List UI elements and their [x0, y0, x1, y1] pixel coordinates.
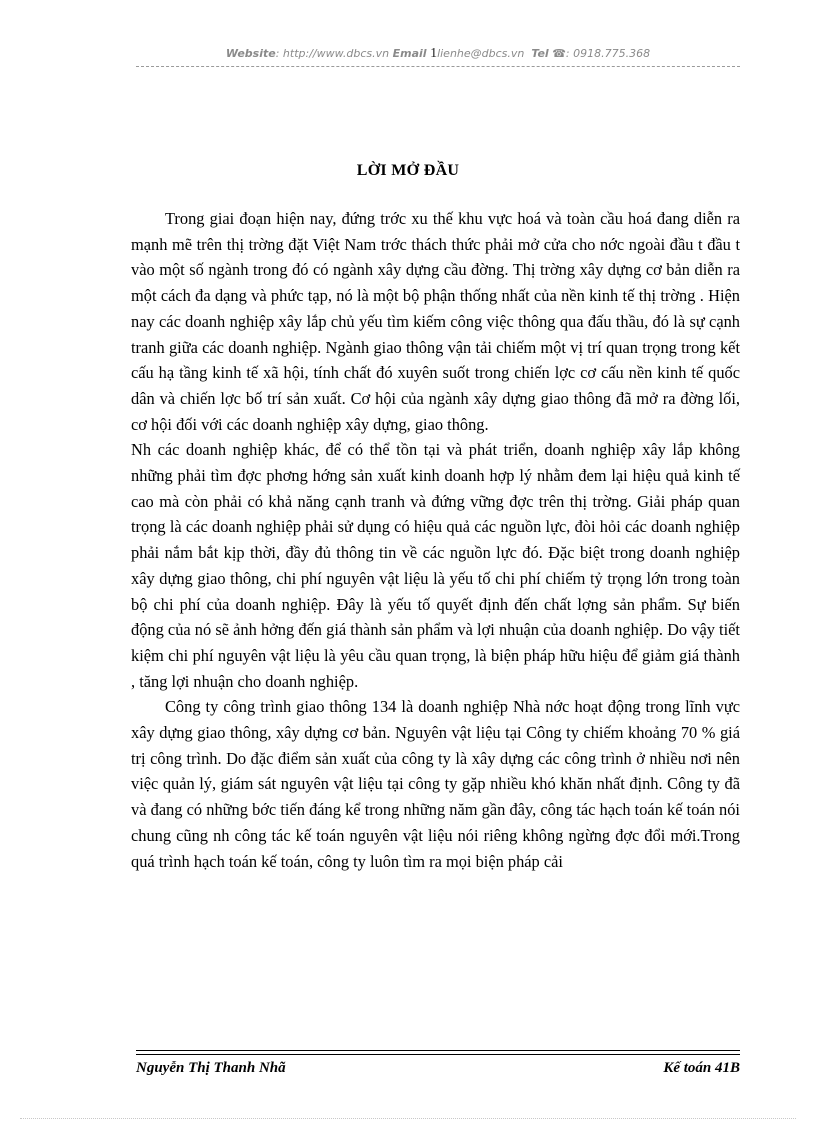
footer-divider-thin — [136, 1054, 740, 1055]
header-divider — [136, 66, 740, 67]
paragraph-1: Trong giai đoạn hiện nay, đứng trớc xu thế khu vực hoá và toàn cầu hoá đang diễn ra mạnh mẽ trên thị trờng đặt Việt Nam trớc thách thức phải mở cửa cho nớc ngoài đầu t đầu t vào một số ngành trong đó có ngành xây dựng cầu đờng. Thị trờng xây dựng cơ bản diễn ra một cách đa dạng và phức tạp, nó là một bộ phận thống nhất của nền kinh tế thị trờng . Hiện nay các doanh nghiệp xây lắp chủ yếu tìm kiếm công việc thông qua đấu thầu, đó là sự cạnh tranh giữa các doanh nghiệp. Ngành giao thông vận tải chiếm một vị trí quan trọng trong kết cấu hạ tầng kinh tế xã hội, tính chất đó xuyên suốt trong chiến lợc cơ cấu nền kinh tế quốc dân và chiến lợc bố trí sản xuất. Cơ hội của ngành xây dựng giao thông đã mở ra đờng lối, cơ hội đối với các doanh nghiệp xây dựng, giao thông. — [131, 209, 740, 434]
footer-class: Kế toán 41B — [663, 1060, 740, 1076]
website-label: Website — [225, 47, 276, 60]
phone-icon: ☎ — [552, 47, 566, 60]
page-title: LỜI MỞ ĐẦU — [356, 162, 460, 179]
tel-label: Tel — [531, 47, 549, 60]
footer-author: Nguyễn Thị Thanh Nhã — [136, 1060, 286, 1076]
page-footer — [136, 1060, 740, 1082]
footer-divider-thick — [136, 1050, 740, 1051]
page-number: 1 — [430, 46, 438, 61]
email-value: lienhe@dbcs.vn — [437, 47, 525, 60]
website-url: : http://www.dbcs.vn — [275, 47, 390, 60]
email-label: Email — [392, 47, 427, 60]
document-body — [131, 206, 740, 874]
bottom-border — [20, 1118, 796, 1119]
paragraph-2: Nh các doanh nghiệp khác, để có thể tồn tại và phát triển, doanh nghiệp xây lắp không những phải tìm đợc phơng hớng sản xuất kinh doanh hợp lý nhằm đem lại hiệu quả kinh tế cao mà còn phải có khả năng cạnh tranh và đứng vững đợc trên thị trờng. Giải pháp quan trọng là các doanh nghiệp phải sử dụng có hiệu quả các nguồn lực, đòi hỏi các doanh nghiệp phải nắm bắt kịp thời, đầy đủ thông tin về các nguồn lực đó. Đặc biệt trong doanh nghiệp xây dựng giao thông, chi phí nguyên vật liệu là yếu tố chi phí chiếm tỷ trọng lớn trong toàn bộ chi phí của doanh nghiệp. Đây là yếu tố quyết định đến chất lợng sản phẩm. Sự biến động của nó sẽ ảnh hởng đến giá thành sản phẩm và lợi nhuận của doanh nghiệp. Do vậy tiết kiệm chi phí nguyên vật liệu là yêu cầu quan trọng, là biện pháp hữu hiệu để giảm giá thành , tăng lợi nhuận cho doanh nghiệp. — [131, 440, 740, 691]
tel-value: : 0918.775.368 — [565, 47, 651, 60]
paragraph-3: Công ty công trình giao thông 134 là doanh nghiệp Nhà nớc hoạt động trong lĩnh vực xây dựng giao thông, xây dựng cơ bản. Nguyên vật liệu tại Công ty chiếm khoảng 70 % giá trị công trình. Do đặc điểm sản xuất của công ty là xây dựng các công trình ở nhiều nơi nên việc quản lý, giám sát nguyên vật liệu tại công ty gặp nhiều khó khăn nhất định. Công ty đã và đang có những bớc tiến đáng kể trong những năm gần đây, công tác hạch toán kế toán nói chung cũng nh công tác kế toán nguyên vật liệu nói riêng không ngừng đợc đổi mới.Trong quá trình hạch toán kế toán, công ty luôn tìm ra mọi biện pháp cải — [131, 697, 740, 871]
page-header — [136, 46, 740, 66]
